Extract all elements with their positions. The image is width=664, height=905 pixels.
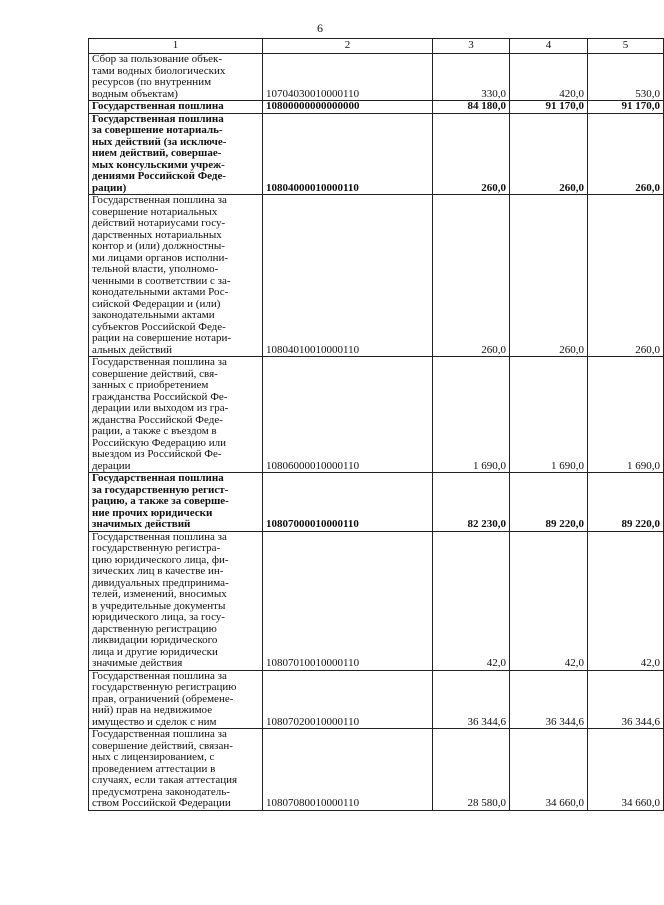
row-value-3-cell: 260,0 [588,113,664,195]
row-value-2-cell: 1 690,0 [510,357,588,473]
row-value-2-cell: 34 660,0 [510,729,588,811]
table-row [89,113,664,195]
column-header: 5 [588,39,664,54]
column-header: 3 [433,39,510,54]
row-code-cell: 10807000010000110 [263,473,433,532]
row-value-1-cell: 36 344,6 [433,670,510,729]
row-value-1-cell: 260,0 [433,113,510,195]
row-value-1-cell: 82 230,0 [433,473,510,532]
row-value-2-cell: 36 344,6 [510,670,588,729]
row-value-3-cell: 91 170,0 [588,101,664,114]
row-value-1-cell: 28 580,0 [433,729,510,811]
table-row [89,670,664,729]
row-code-cell: 10800000000000000 [263,101,433,114]
row-name-cell: Государственная пошлина за государственную регист- рацию, а также за соверше- ние прочих юридически значимых действий [89,473,263,532]
column-header: 4 [510,39,588,54]
row-name-cell: Государственная пошлина за совершение нотариальных действий нотариусами госу- дарственных нотариальных контор и (или) должностны- ми лицами органов исполни- тельной власти, уполномо- ченными в соответствии с за- конодательными актами Рос- сийской Федерации и (или) законодательными актами субъектов Российской Феде- рации на совершение нотари- альных действий [89,195,263,357]
row-name-cell: Государственная пошлина за государственную регистра- цию юридического лица, фи- зических лиц в качестве ин- дивидуальных предпринима- телей, изменений, вносимых в учредительные документы юридического лица, за госу- дарственную регистрацию ликвидации юридического лица и другие юридически значимые действия [89,531,263,670]
table-row [89,195,664,357]
row-code-cell: 10804000010000110 [263,113,433,195]
row-name-cell: Государственная пошлина [89,101,263,114]
row-value-3-cell: 89 220,0 [588,473,664,532]
row-name-cell: Государственная пошлина за совершение действий, свя- занных с приобретением гражданства Российской Фе- дерации или выходом из гра- жданства Российской Феде- рации, а также с въездом в Российскую Федерацию или выездом из Российской Фе- дерации [89,357,263,473]
row-value-1-cell: 84 180,0 [433,101,510,114]
row-code-cell: 10807020010000110 [263,670,433,729]
table-row [89,357,664,473]
row-value-2-cell: 91 170,0 [510,101,588,114]
row-value-1-cell: 42,0 [433,531,510,670]
row-value-3-cell: 36 344,6 [588,670,664,729]
table-row [89,101,664,114]
row-code-cell: 10804010010000110 [263,195,433,357]
row-name-cell: Государственная пошлина за совершение нотариаль- ных действий (за исключе- нием действий, совершае- мых консульскими учреж- дениями Российской Феде- рации) [89,113,263,195]
row-code-cell: 10807010010000110 [263,531,433,670]
column-header: 2 [263,39,433,54]
row-value-3-cell: 1 690,0 [588,357,664,473]
row-code-cell: 10806000010000110 [263,357,433,473]
row-value-3-cell: 530,0 [588,54,664,101]
row-value-1-cell: 330,0 [433,54,510,101]
table-row [89,729,664,811]
row-value-3-cell: 260,0 [588,195,664,357]
table-row [89,531,664,670]
row-name-cell: Государственная пошлина за совершение действий, связан- ных с лицензированием, с проведением аттестации в случаях, если такая аттестация предусмотрена законодатель- ством Российской Федерации [89,729,263,811]
row-value-2-cell: 42,0 [510,531,588,670]
budget-revenue-table [88,38,664,811]
table-row [89,473,664,532]
row-value-2-cell: 420,0 [510,54,588,101]
page-number: 6 [317,21,323,35]
row-value-2-cell: 260,0 [510,195,588,357]
row-value-2-cell: 260,0 [510,113,588,195]
row-code-cell: 10807080010000110 [263,729,433,811]
row-value-1-cell: 1 690,0 [433,357,510,473]
column-header: 1 [89,39,263,54]
table-row [89,54,664,101]
row-value-1-cell: 260,0 [433,195,510,357]
table-header-row [89,39,664,54]
row-value-3-cell: 34 660,0 [588,729,664,811]
row-value-2-cell: 89 220,0 [510,473,588,532]
row-code-cell: 10704030010000110 [263,54,433,101]
row-value-3-cell: 42,0 [588,531,664,670]
row-name-cell: Государственная пошлина за государственную регистрацию прав, ограничений (обремене- ний) прав на недвижимое имущество и сделок с ним [89,670,263,729]
row-name-cell: Сбор за пользование объек- тами водных биологических ресурсов (по внутренним водным объектам) [89,54,263,101]
